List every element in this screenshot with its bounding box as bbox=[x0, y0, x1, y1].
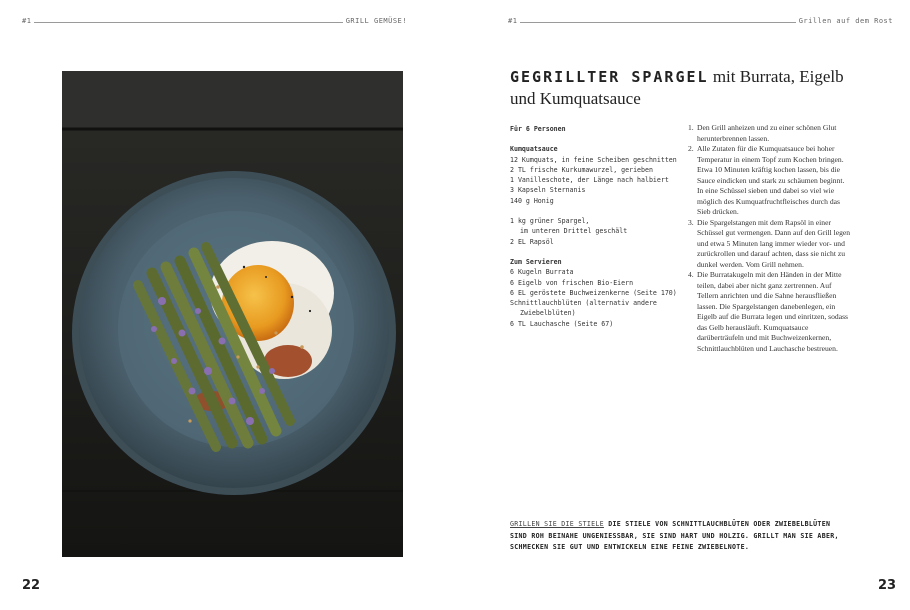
ingredient-item: Zwiebelblüten) bbox=[520, 309, 576, 318]
ingredient-item: 2 EL Rapsöl bbox=[510, 237, 554, 246]
running-head-left bbox=[22, 13, 407, 25]
running-head-marker: #1 bbox=[22, 17, 32, 25]
method-step bbox=[688, 123, 852, 144]
ingredient-item: 2 TL frische Kurkumawurzel, gerieben bbox=[510, 165, 653, 174]
running-head-rule bbox=[34, 22, 342, 23]
step-text: Die Burratakugeln mit den Händen in der Mitte teilen, dabei aber nicht ganz zertrennen. Auf Tellern anrichten und die Sahne herausfließen lassen. Die Spargelstangen danebenlegen, ein Eigelb auf die Burrata legen und einritzen, sodass das Gelb herausläuft. Kumquatsauce darüberträufeln und mit Buchweizenkernen, Schnittlauchblüten und Lauchasche bestreuen. bbox=[697, 270, 848, 353]
ingredient-item: 140 g Honig bbox=[510, 196, 554, 205]
method-steps bbox=[688, 123, 852, 354]
ingredient-item: 3 Kapseln Sternanis bbox=[510, 186, 586, 195]
method-step bbox=[688, 270, 852, 354]
page-number-left: 22 bbox=[22, 578, 41, 593]
running-head-rule bbox=[520, 22, 795, 23]
running-head-section: Grillen auf dem Rost bbox=[798, 17, 893, 25]
ingredient-item: 12 Kumquats, in feine Scheiben geschnitten bbox=[510, 155, 677, 164]
step-text: Alle Zutaten für die Kumquatsauce bei hoher Temperatur in einem Topf zum Kochen bringen. Etwa 10 Minuten kräftig kochen lassen, bis die Sauce eindicken und stark zu schäumen beginnt. In eine Schüssel sieben und dabei so viel wie möglich des Kumquatfruchtfleisches durch das Sieb drücken. bbox=[697, 144, 845, 216]
recipe-title-main: GEGRILLTER SPARGEL bbox=[510, 68, 709, 86]
ingredient-item: im unteren Drittel geschält bbox=[520, 227, 628, 236]
dish-photo bbox=[62, 71, 403, 557]
ingredient-list bbox=[510, 124, 680, 329]
ingredient-item: 1 Vanilleschote, der Länge nach halbiert bbox=[510, 176, 669, 185]
ingredient-item: 6 TL Lauchasche (Seite 67) bbox=[510, 319, 614, 328]
running-head-marker: #1 bbox=[508, 17, 518, 25]
running-head-right bbox=[508, 13, 893, 25]
step-number: 3. bbox=[688, 217, 694, 227]
ingredient-item: 6 Eigelb von frischen Bio-Eiern bbox=[510, 278, 634, 287]
ingredient-item: 1 kg grüner Spargel, bbox=[510, 217, 590, 226]
page-number-right: 23 bbox=[878, 578, 897, 593]
step-text: Die Spargelstangen mit dem Rapsöl in einer Schüssel gut vermengen. Dann auf den Grill legen und etwa 5 Minuten lang immer wieder vor- und zurückrollen und darauf achten, dass sie nicht zu dunkel werden. Vom Grill nehmen. bbox=[697, 217, 851, 269]
running-head-section: GRILL GEMÜSE! bbox=[345, 17, 407, 25]
ingredient-section-title: Kumquatsauce bbox=[510, 145, 558, 154]
step-number: 1. bbox=[688, 123, 694, 132]
step-number: 4. bbox=[688, 270, 694, 279]
tip-text: DIE STIELE VON SCHNITTLAUCHBLÜTEN ODER ZWIEBELBLÜTEN SIND ROH BEINAHE UNGENIESSBAR, SIE SIND HART UND HOLZIG. GRILLT MAN SIE ABER, SCHMECKEN SIE GUT UND ENTWICKELN EINE FEINE ZWIEBELNOTE. bbox=[510, 520, 839, 551]
ingredient-section-title: Zum Servieren bbox=[510, 257, 562, 266]
servings: Für 6 Personen bbox=[510, 125, 566, 133]
recipe-title-rest: mit Burrata, Eigelb und Kumquatsauce bbox=[510, 67, 844, 108]
method-step bbox=[688, 144, 852, 218]
step-text: Den Grill anheizen und zu einer schönen Glut herunterbrennen lassen. bbox=[697, 123, 837, 143]
step-number: 2. bbox=[688, 144, 694, 153]
recipe-title bbox=[510, 66, 870, 110]
ingredient-item: 6 Kugeln Burrata bbox=[510, 268, 574, 277]
ingredient-item: Schnittlauchblüten (alternativ andere bbox=[510, 299, 657, 308]
tip-lead: GRILLEN SIE DIE STIELE bbox=[510, 520, 604, 528]
method-step bbox=[688, 218, 852, 271]
tip-box bbox=[510, 519, 840, 554]
ingredient-item: 6 EL geröstete Buchweizenkerne (Seite 170) bbox=[510, 288, 677, 297]
right-page bbox=[455, 0, 910, 610]
